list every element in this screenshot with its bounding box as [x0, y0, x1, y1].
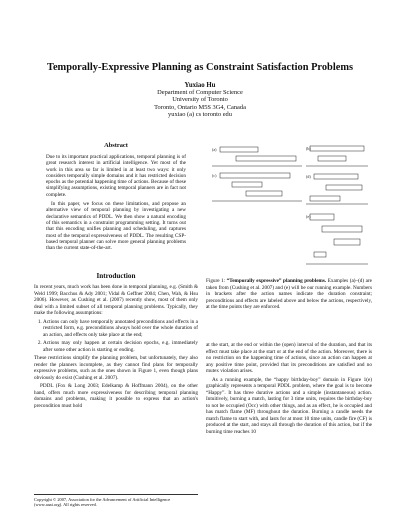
- assumption-item: 2. Actions may only happen at certain decision epochs, e.g. immediately after some other action is starting or ending.: [43, 340, 198, 353]
- action-bar: [220, 147, 258, 152]
- panel-label-d: (d): [306, 174, 311, 179]
- action-bar: [232, 182, 262, 187]
- author-email: yuxiao (a) cs toronto edu: [168, 110, 232, 118]
- action-bar: [246, 191, 282, 196]
- body-paragraph: As a running example, the “happy birthday-boy” domain in Figure 1(e) graphically represents a temporal PDDL problem, where the goal is to become “Happy”. It has three durative actions and a simple (instantaneous) action. Intuitively, burning a match, lasting for 3 time units, requires the birthday-boy to not be occupied (Occ) with other things, and as an effect, he is occupied and has match flame (MF) throughout the duration. Burning a candle needs the match flame to start with, and lasts for at most 10 time units, candle fire (CF) is produced at the start, and stays all through the duration of this action, but if the burning time reaches 10: [206, 376, 372, 435]
- author-block: [100, 82, 300, 118]
- action-bar: [310, 146, 364, 151]
- body-paragraph: at the start, at the end or within the (open) interval of the duration, and that its effect must take place at the start or at the end of the action. Moreover, there is no restriction on the happening time of actions, since an action can happen at any positive time point, provided that its preconditions are satisfied and no mutex violation arises.: [206, 342, 372, 374]
- action-bar: [314, 252, 326, 257]
- action-bar: [314, 174, 358, 179]
- paper-title: Temporally-Expressive Planning as Constraint Satisfaction Problems: [46, 62, 354, 73]
- author-univ: University of Toronto: [172, 96, 228, 104]
- action-bar: [310, 214, 334, 220]
- right-column-body: [206, 342, 372, 437]
- intro-paragraph: PDDL (Fox & Long 2003; Edelkamp & Hoffmann 2004), on the other hand, offers much more expressiveness for describing temporal planning domains and problems, making it possible to express that an action's precondition must hold: [34, 383, 198, 409]
- author-dept: Department of Computer Science: [157, 89, 243, 97]
- assumption-list: [34, 319, 198, 354]
- action-bar: [318, 156, 346, 161]
- abstract-paragraph: In this paper, we focus on these limitations, and propose an alternative view of temporal planning by investigating a new declarative semantics of PDDL. We then show a natural encoding of this semantics in a constraint programming setting. It turns out that this encoding unifies planning and scheduling, and captures most of the temporal expressiveness of PDDL. The resulting CSP-based temporal planner can solve more general planning problems than the current state-of-the-art.: [46, 201, 186, 252]
- action-bar: [334, 239, 360, 245]
- panel-label-a: (a): [212, 147, 217, 152]
- action-bar: [220, 173, 290, 178]
- caption-number: Figure 1:: [206, 278, 226, 284]
- introduction-body: [34, 284, 198, 411]
- abstract-heading: Abstract: [104, 142, 128, 149]
- action-bar: [310, 196, 340, 201]
- caption-title: “Temporally expressive” planning problems.: [226, 278, 327, 284]
- figure-caption: [206, 278, 372, 311]
- author-name: Yuxiao Hu: [184, 82, 216, 89]
- abstract-paragraph: Due to its important practical applications, temporal planning is of great research interest in artificial intelligence. Yet most of the work in this area so far is limited in at least two ways: it only considers temporally simple domains and it has restricted decision epochs as the potential happening time of actions. Because of these simplifying assumptions, existing temporal planners are in fact not complete.: [46, 154, 186, 198]
- intro-paragraph: These restrictions simplify the planning problem, but unfortunately, they also render the planners incomplete, as they cannot find plans for temporally expressive problems, such as the ones shown in Figure 1, even though plans obviously do exist (Cushing et al. 2007).: [34, 355, 198, 381]
- copyright-notice: Copyright © 2007, Association for the Advancement of Artificial Intelligence (www.aaai.org). All rights reserved.: [34, 494, 198, 508]
- caption-text: Examples (a)–(d) are taken from (Cushing et al. 2007) and (e) will be our running example. Numbers in brackets after the action names indicate the duration constraint; preconditions and effects are labeled above and below the actions, respectively, at the time points they are enforced.: [206, 278, 372, 310]
- introduction-heading: Introduction: [96, 272, 136, 280]
- action-bar: [322, 226, 362, 232]
- action-bar: [236, 156, 296, 161]
- author-addr: Toronto, Ontario M5S 3G4, Canada: [154, 103, 246, 111]
- panel-label-c: (c): [212, 173, 217, 178]
- assumption-item: 1. Actions can only have temporally annotated preconditions and effects in a restricted form, e.g. preconditions always hold over the whole duration of an action, and effects only take place at the end;: [43, 319, 198, 339]
- figure-1-diagram: [206, 140, 372, 274]
- intro-paragraph: In recent years, much work has been done in temporal planning, e.g. (Smith & Weld 1999; Bacchus & Ady 2001; Vidal & Geffner 2004; Chen, Wah, & Hsu 2006). However, as Cushing et al. (2007) recently show, most of them only deal with a limited subset of all temporal planning problems. Typically, they make the following assumptions:: [34, 284, 198, 316]
- panel-label-b: (b): [306, 146, 311, 151]
- abstract-body: [46, 154, 186, 254]
- panel-label-e: (e): [306, 214, 311, 219]
- action-bar: [326, 185, 362, 190]
